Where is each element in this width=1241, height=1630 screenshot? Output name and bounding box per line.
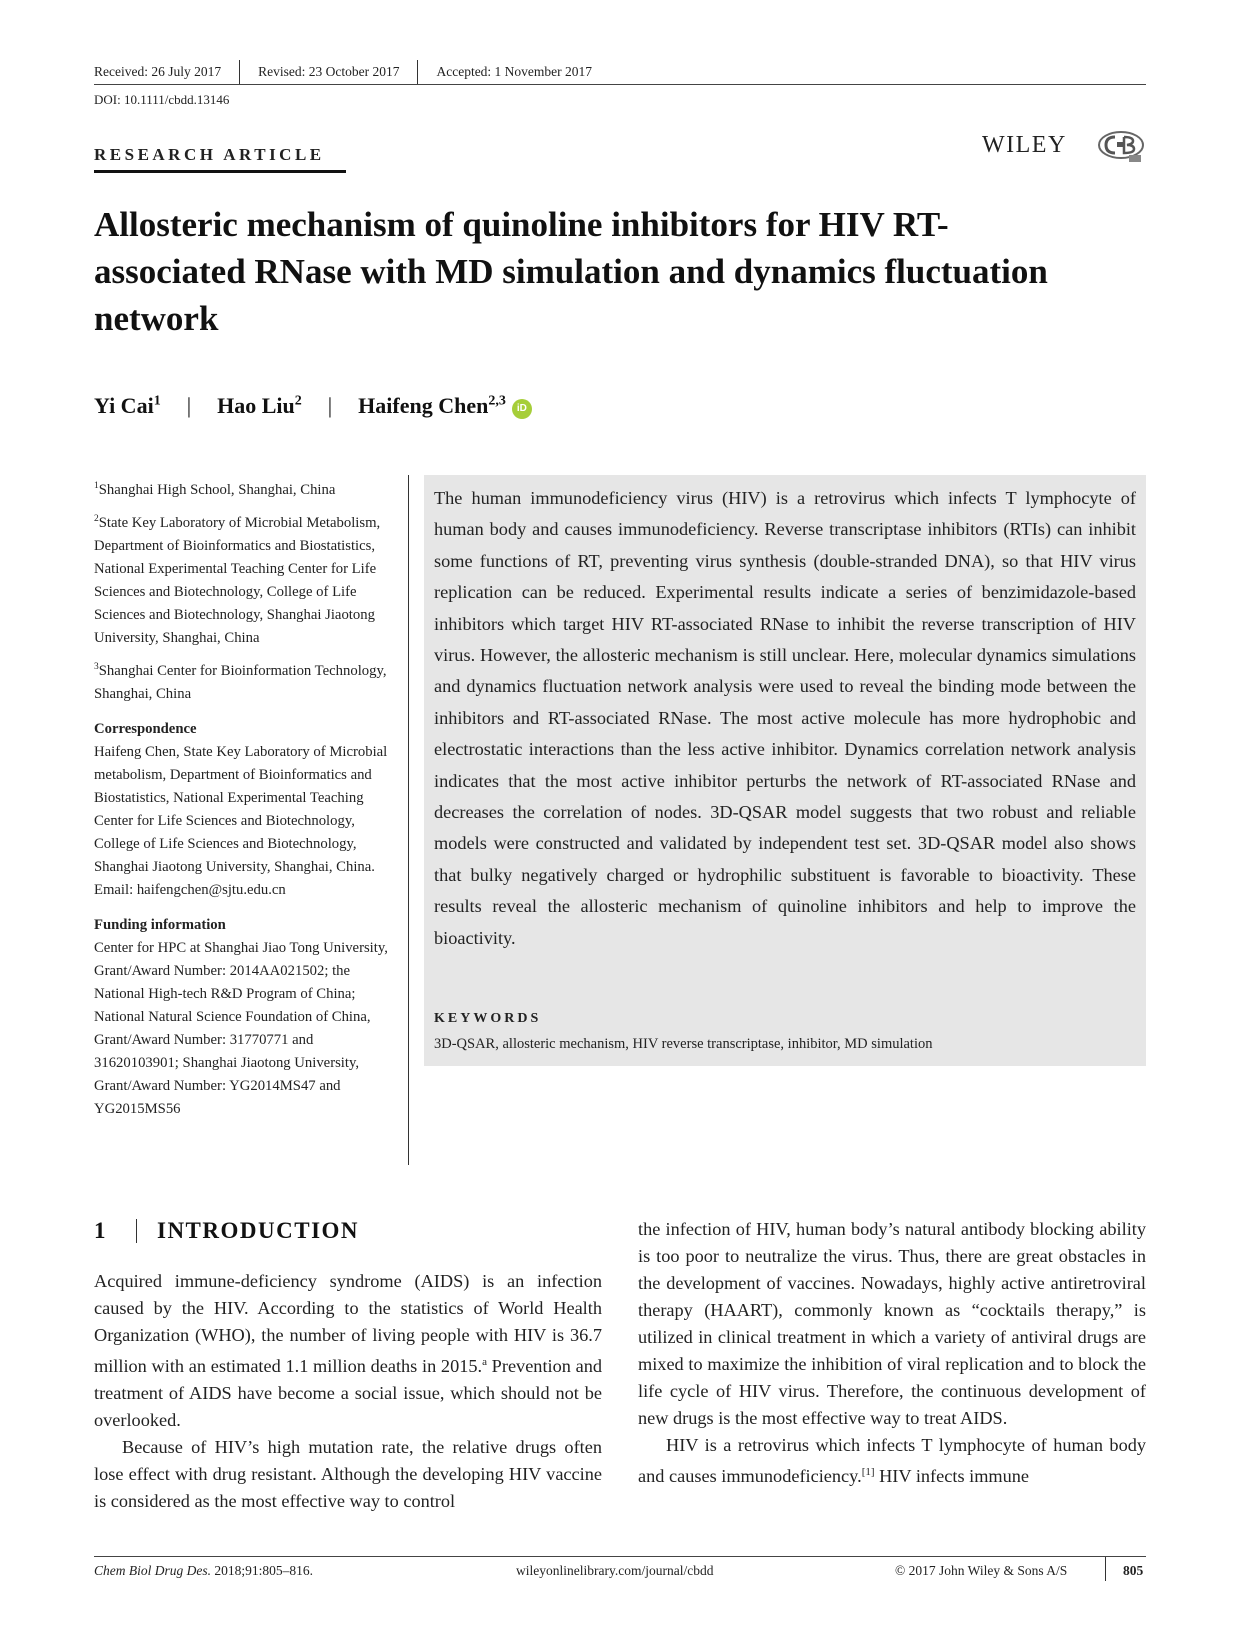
author-separator: | [327, 393, 333, 418]
journal-name: Chem Biol Drug Des. [94, 1563, 211, 1578]
paragraph: Acquired immune-deficiency syndrome (AIDS) is an infection caused by the HIV. According to the statistics of World Health Organization (WHO), the number of living people with HIV is 36.7 million with an estimated 1.1 million deaths in 2015.$^a$ Prevention and treatment of AIDS have become a social issue, which should not be overlooked. [94, 1271, 602, 1431]
author[interactable]: Yi Cai$^1$ [94, 393, 161, 418]
doi[interactable]: DOI: 10.1111/cbdd.13146 [94, 92, 230, 107]
divider [136, 1219, 137, 1243]
copyright: © 2017 John Wiley & Sons A/S [895, 1563, 1068, 1578]
correspondence-email[interactable]: Email: haifengchen@sjtu.edu.cn [94, 881, 286, 898]
footer-citation: Chem Biol Drug Des. 2018;91:805–816. [94, 1563, 314, 1578]
article-title: Allosteric mechanism of quinoline inhibitors for HIV RT-associated RNase with MD simulation and dynamics fluctuation network [94, 205, 1048, 338]
sidebar-divider [408, 475, 409, 1165]
article-info-sidebar [94, 475, 394, 1127]
funding-heading: Funding information [94, 916, 226, 933]
page-number: 805 [1123, 1563, 1144, 1578]
section-number: 1 [94, 1218, 107, 1243]
author-list [94, 393, 532, 421]
publisher-logo: WILEY [982, 132, 1067, 158]
received-date: Received: 26 July 2017 [94, 64, 222, 79]
paragraph: the infection of HIV, human body’s natural antibody blocking ability is too poor to neutralize the virus. Thus, there are great obstacles in the development of vaccines. Nowadays, highly active antiretroviral therapy (HAART), commonly known as “cocktails therapy,” is utilized in clinical treatment in which a variety of antiviral drugs are mixed to maximize the inhibition of viral replication and to block the life cycle of HIV virus. Therefore, the continuous development of new drugs is the most effective way to treat AIDS. [638, 1219, 1146, 1428]
author[interactable]: Haifeng Chen$^{2,3}$ [358, 393, 506, 418]
paragraph: HIV is a retrovirus which infects T lymphocyte of human body and causes immunodeficiency.[1] HIV infects immune [638, 1435, 1146, 1487]
section-title: INTRODUCTION [157, 1218, 360, 1243]
divider [1105, 1557, 1106, 1581]
body-column-left [94, 1268, 602, 1515]
abstract-text: The human immunodeficiency virus (HIV) is a retrovirus which infects T lymphocyte of human body and causes immunodeficiency. Reverse transcriptase inhibitors (RTIs) can inhibit some functions of RT, preventing virus synthesis (double-stranded DNA), so that HIV virus replication can be reduced. Experimental results indicate a series of benzimidazole-based inhibitors which target HIV RT-associated RNase to inhibit the reverse transcription of HIV virus. However, the allosteric mechanism is still unclear. Here, molecular dynamics simulations and dynamics fluctuation network analysis were used to reveal the binding mode between the inhibitors and RT-associated RNase. The most active molecule has more hydrophobic and electrostatic interactions than the less active inhibitor. Dynamics correlation network analysis indicates that the most active inhibitor perturbs the network of RT-associated RNase and decreases the correlation of nodes. 3D-QSAR model suggests that two robust and reliable models were constructed and validated by independent test set. 3D-QSAR model also shows that bulky negatively charged or hydrophilic substituent is favorable to bioactivity. These results reveal the allosteric mechanism of quinoline inhibitors and help to improve the bioactivity. [434, 488, 1136, 948]
revised-date: Revised: 23 October 2017 [258, 64, 400, 79]
journal-url[interactable]: wileyonlinelibrary.com/journal/cbdd [516, 1563, 714, 1578]
funding-text: Center for HPC at Shanghai Jiao Tong University, Grant/Award Number: 2014AA021502; the National High-tech R&D Program of China; National Natural Science Foundation of China, Grant/Award Number: 31770771 and 31620103901; Shanghai Jiaotong University, Grant/Award Number: YG2014MS47 and YG2015MS56 [94, 939, 388, 1117]
article-dates [94, 60, 610, 84]
footnote-marker[interactable]: a [482, 1356, 487, 1368]
keywords-heading: KEYWORDS [434, 1011, 542, 1026]
article-type-label: RESEARCH ARTICLE [94, 145, 325, 164]
affiliation: $^1$Shanghai High School, Shanghai, China [94, 481, 336, 498]
affiliation: $^3$Shanghai Center for Bioinformation Technology, Shanghai, China [94, 661, 387, 702]
section-heading [94, 1218, 359, 1244]
affiliation: $^2$State Key Laboratory of Microbial Metabolism, Department of Bioinformatics and Biostatistics, National Experimental Teaching Center for Life Sciences and Biotechnology, College of Life Sciences and Biotechnology, Shanghai Jiaotong University, Shanghai, China [94, 513, 381, 646]
correspondence-text: Haifeng Chen, State Key Laboratory of Microbial metabolism, Department of Bioinformatics and Biostatistics, National Experimental Teaching Center for Life Sciences and Biotechnology, College of Life Sciences and Biotechnology, Shanghai Jiaotong University, Shanghai, China. Email: haifengchen@sjtu.edu.cn [94, 743, 388, 898]
orcid-icon[interactable]: iD [512, 399, 532, 419]
journal-logo-icon [1096, 128, 1146, 164]
correspondence-heading: Correspondence [94, 720, 197, 737]
body-column-right [638, 1216, 1146, 1490]
header-rule [94, 84, 1146, 85]
author[interactable]: Hao Liu$^2$ [217, 393, 302, 418]
footer-rule [94, 1556, 1146, 1557]
paragraph: Because of HIV’s high mutation rate, the relative drugs often lose effect with drug resistant. Although the developing HIV vaccine is considered as the most effective way to control [94, 1437, 602, 1512]
keywords-text: 3D-QSAR, allosteric mechanism, HIV reverse transcriptase, inhibitor, MD simulation [434, 1036, 933, 1052]
reference-link[interactable]: [1] [861, 1466, 875, 1478]
article-type-underline [94, 170, 346, 173]
accepted-date: Accepted: 1 November 2017 [436, 64, 593, 79]
author-separator: | [186, 393, 192, 418]
